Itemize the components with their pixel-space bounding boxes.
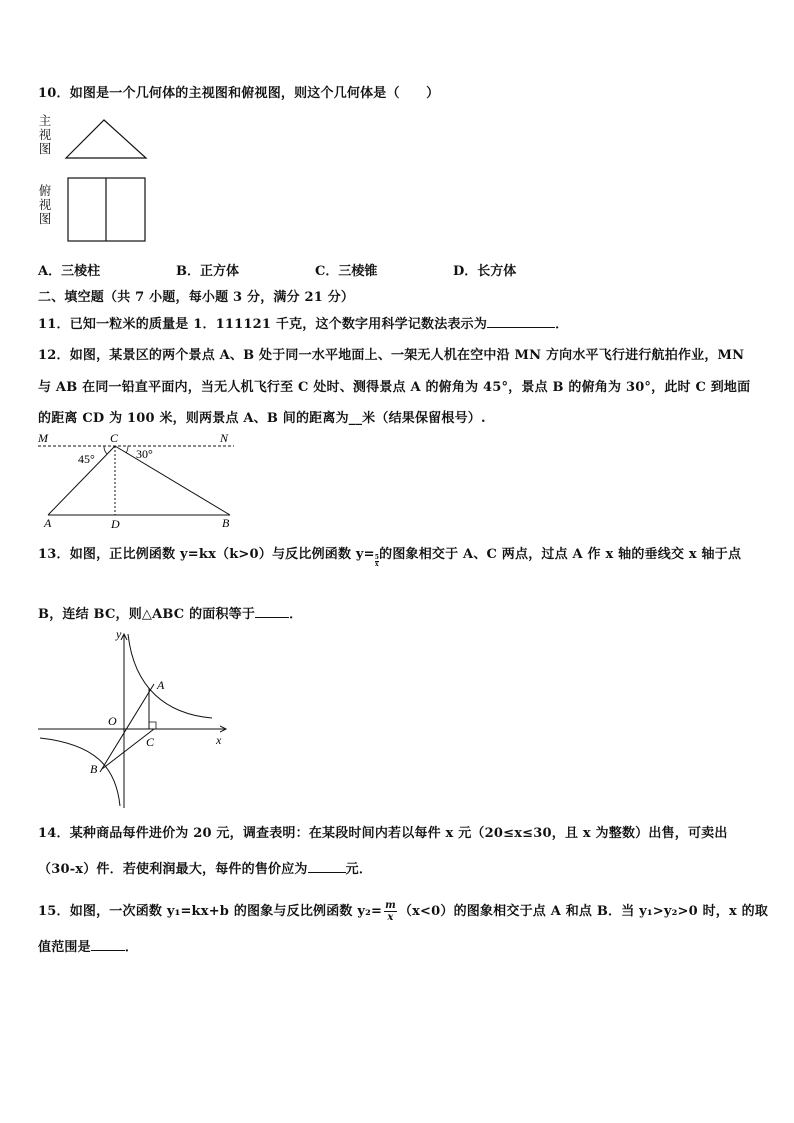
answer-blank [91,938,125,951]
answer-blank [308,860,346,873]
front-view-triangle [62,116,150,162]
label-b: B [90,762,98,776]
top-view-label: 俯 视 图 [38,183,52,226]
label-d: D [111,517,120,530]
label-o: O [108,714,117,728]
q12-line-3: 的距离 CD 为 100 米，则两景点 A、B 间的距离为__米（结果保留根号）. [38,411,486,426]
q10-stem: 10．如图是一个几何体的主视图和俯视图，则这个几何体是（ ） [38,86,440,101]
label-angle-30: 30° [136,447,153,461]
label-m: M [38,431,48,445]
q13-figure [36,626,232,810]
front-view-label: 主 视 图 [38,113,52,156]
label-b: B [222,516,230,530]
label-a: A [44,516,52,530]
q13-line-1: 13．如图，正比例函数 y=kx（k>0）与反比例函数 y= $\frac{5}{x}$ 的图象相交于 A、C 两点，过点 A 作 x 轴的垂线交 x 轴于点 [38,547,742,568]
q13-fraction: $\frac{5}{x}$ [374,554,380,568]
q14-line-1: 14．某种商品每件进价为 20 元，调查表明：在某段时间内若以每件 x 元（20≤x≤30，且 x 为整数）出售，可卖出 [38,826,728,841]
q10-option-c: C．三棱锥 [315,264,378,279]
label-y: y [116,627,122,641]
hyperbola-branch-left [40,738,120,806]
top-view-rectangle [66,176,148,244]
label-n: N [220,431,229,445]
q15-line-2: 值范围是 ． [38,940,139,955]
q10-option-b: B．正方体 [176,264,239,279]
q10-option-d: D．长方体 [453,264,517,279]
q10-option-a: A．三棱柱 [38,264,101,279]
q15-line-1: 15．如图，一次函数 y₁=kx+b 的图象与反比例函数 y₂= $\frac{m}{x}$ （x<0）的图象相交于点 A 和点 B．当 y₁>y₂>0 时，x 的取 [38,900,769,923]
angle-arc-45 [104,446,107,454]
line-ac [100,684,154,772]
q13-line-2: B，连结 BC，则△ABC 的面积等于 ． [38,607,303,622]
line-cb [115,446,230,515]
q12-figure [34,428,244,530]
q14-line-2: （30-x）件．若使利润最大，每件的售价应为 元． [38,862,373,877]
answer-blank [255,605,289,618]
q11-text: 11．已知一粒米的质量是 1．111121 千克，这个数字用科学记数法表示为 ． [38,317,569,332]
label-c: C [146,735,155,749]
label-c: C [110,431,119,445]
label-angle-45: 45° [78,452,95,466]
label-a: A [157,678,165,692]
answer-blank [487,315,555,328]
label-x: x [216,733,222,747]
q15-fraction: $\frac{m}{x}$ [385,900,396,923]
angle-arc-30 [126,446,128,453]
q12-line-2: 与 AB 在同一铅直平面内，当无人机飞行至 C 处时、测得景点 A 的俯角为 45°，景点 B 的俯角为 30°，此时 C 到地面 [38,380,751,395]
q12-line-1: 12．如图，某景区的两个景点 A、B 处于同一水平地面上、一架无人机在空中沿 MN 方向水平飞行进行航拍作业，MN [38,348,745,363]
right-angle-mark [149,722,156,729]
section-heading: 二、填空题（共 7 小题，每小题 3 分，满分 21 分） [38,290,355,305]
